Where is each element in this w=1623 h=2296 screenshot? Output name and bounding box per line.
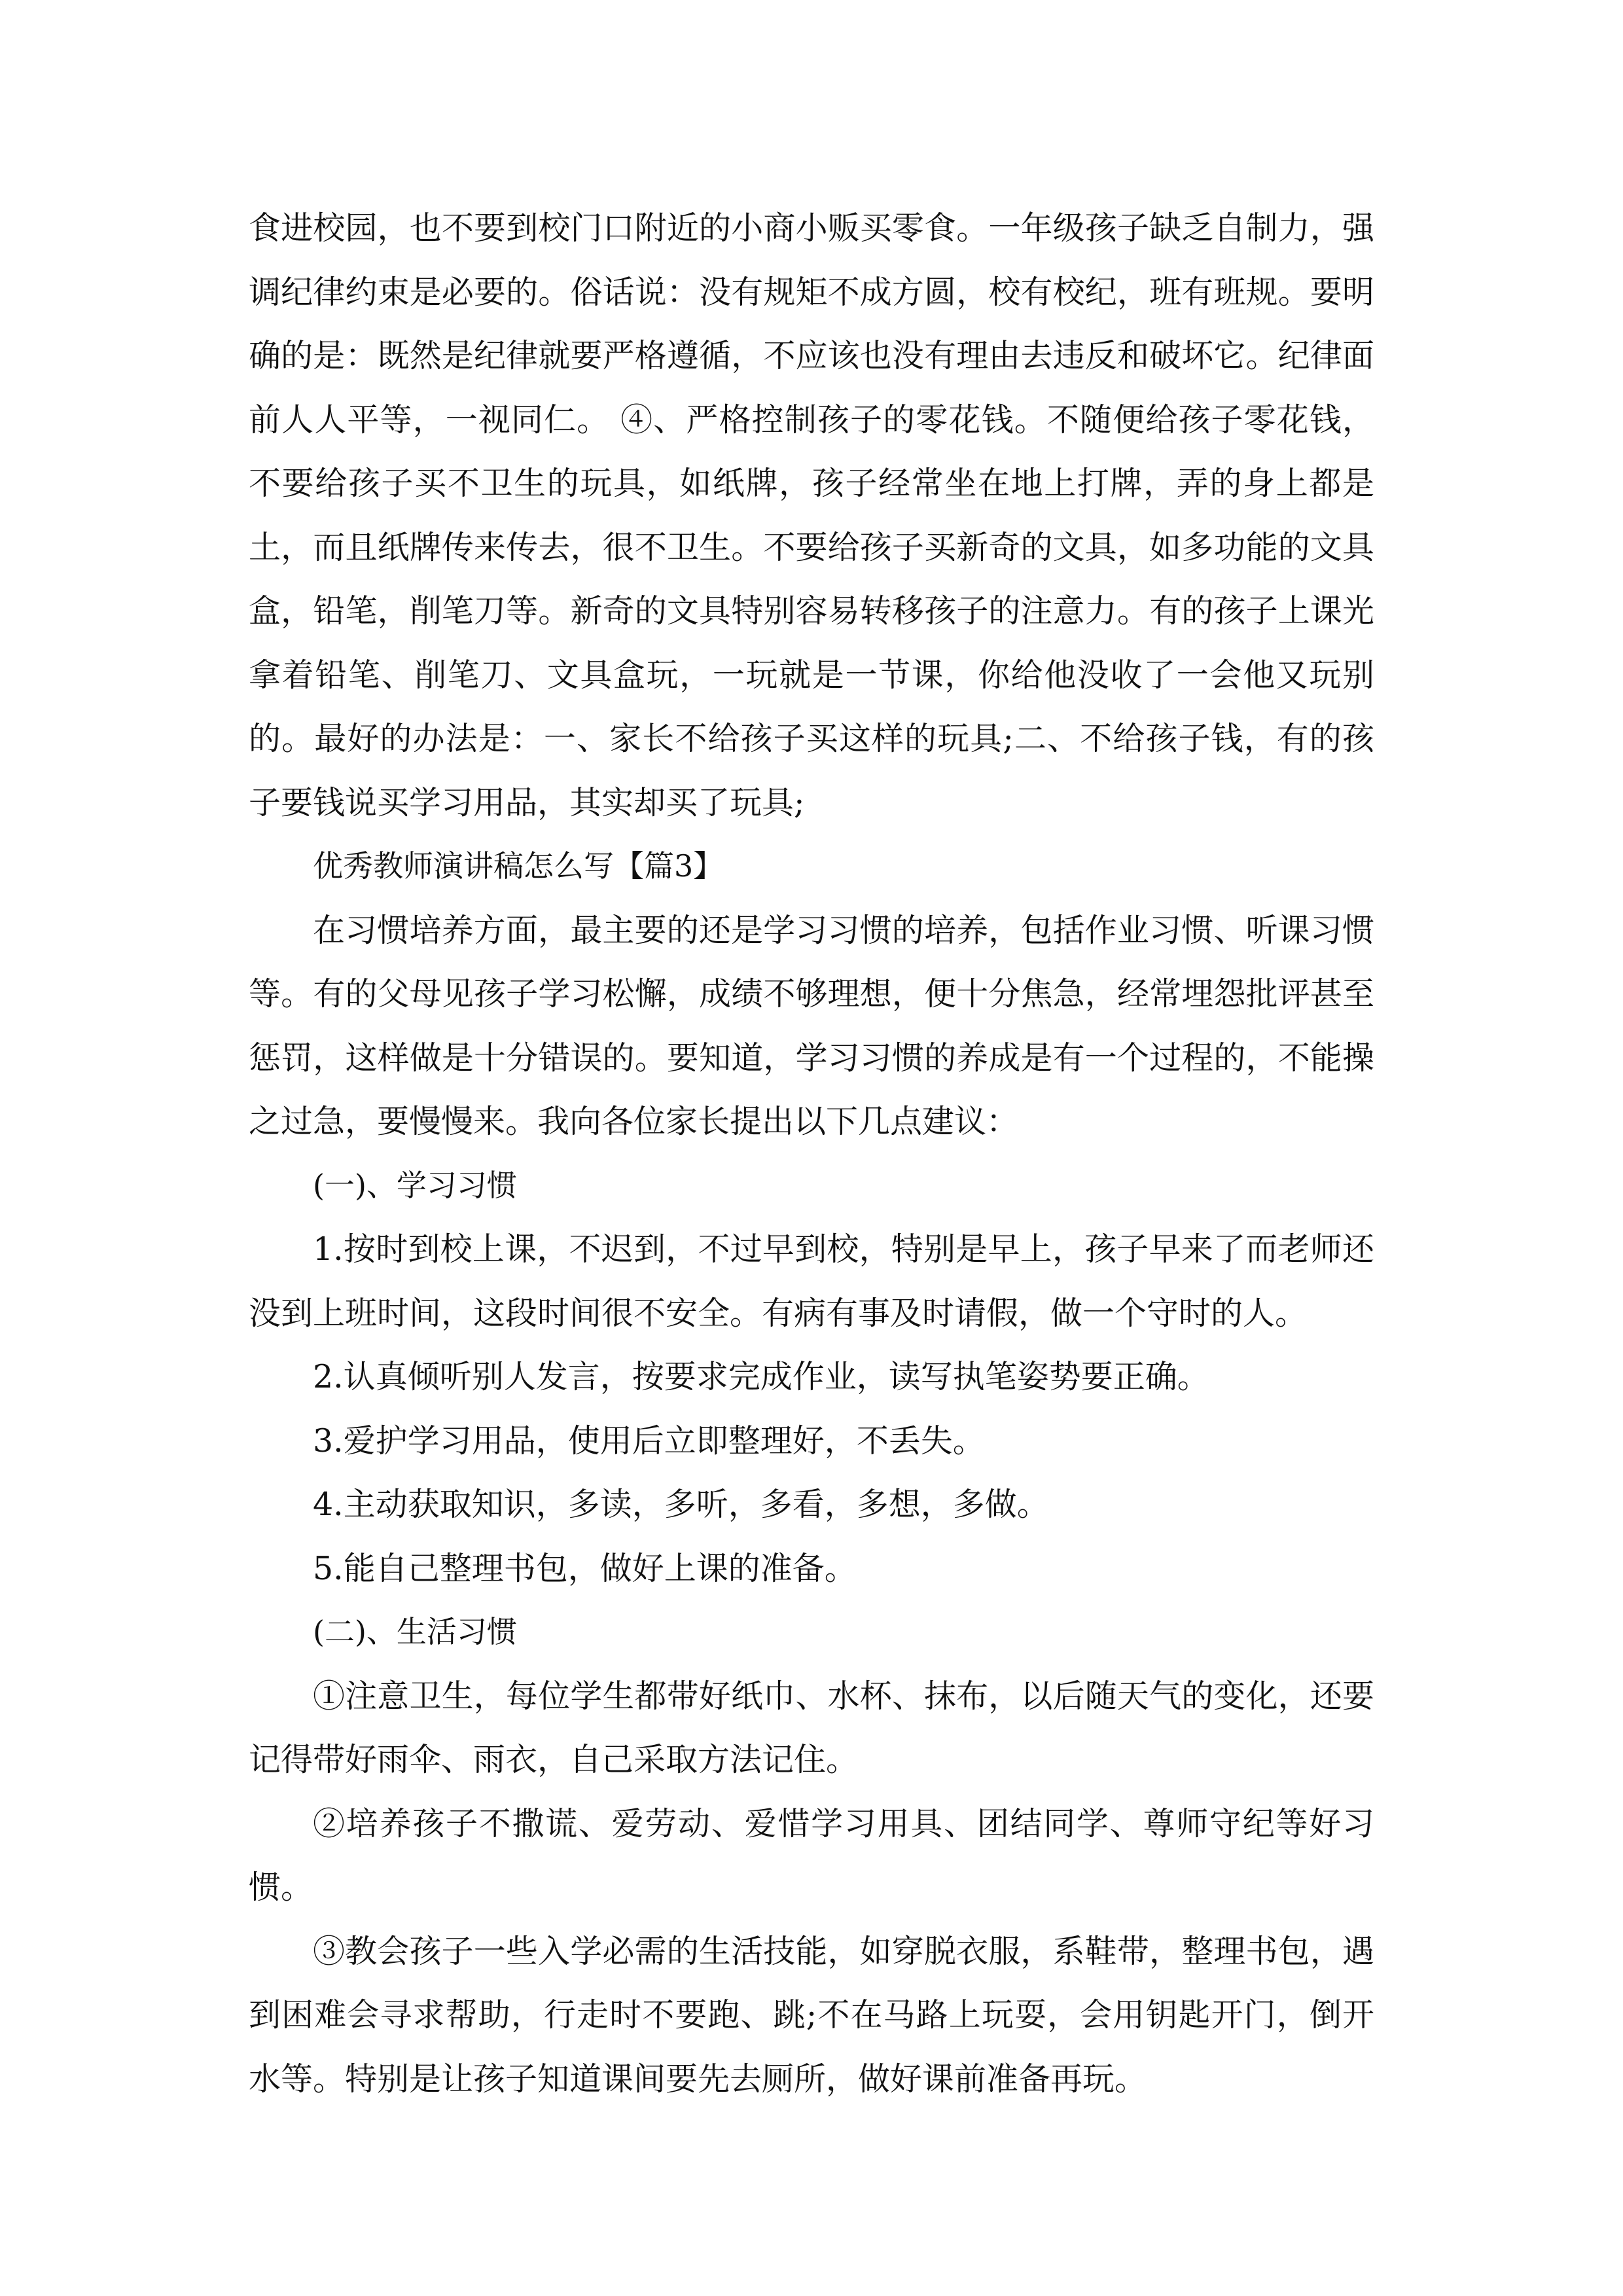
life-item-2: ②培养孩子不撒谎、爱劳动、爱惜学习用具、团结同学、尊师守纪等好习惯。 xyxy=(249,1804,1374,1906)
paragraph-continuation: 食进校园，也不要到校门口附近的小商小贩买零食。一年级孩子缺乏自制力，强调纪律约束是必要的。俗话说：没有规矩不成方圆，校有校纪，班有班规。要明确的是：既然是纪律就要严格遵循，不应该也没有理由去违反和破坏它。纪律面前人人平等，一视同仁。 ④、严格控制孩子的零花钱。不随便给孩子零花钱，不要给孩子买不卫生的玩具，如纸牌，孩子经常坐在地上打牌，弄的身上都是土，而且纸牌传来传去，很不卫生。不要给孩子买新奇的文具，如多功能的文具盒，铅笔，削笔刀等。新奇的文具特别容易转移孩子的注意力。有的孩子上课光拿着铅笔、削笔刀、文具盒玩，一玩就是一节课，你给他没收了一会他又玩别的。最好的办法是：一、家长不给孩子买这样的玩具;二、不给孩子钱，有的孩子要钱说买学习用品，其实却买了玩具; xyxy=(249,209,1374,821)
paragraph-habits-intro: 在习惯培养方面，最主要的还是学习习惯的培养，包括作业习惯、听课习惯等。有的父母见孩子学习松懈，成绩不够理想，便十分焦急，经常埋怨批评甚至惩罚，这样做是十分错误的。要知道，学习习惯的养成是有一个过程的，不能操之过急，要慢慢来。我向各位家长提出以下几点建议： xyxy=(249,911,1374,1140)
list-item-4: 4.主动获取知识，多读，多听，多看，多想，多做。 xyxy=(313,1486,1049,1523)
document-page xyxy=(249,196,1374,2111)
list-item-5: 5.能自己整理书包，做好上课的准备。 xyxy=(313,1549,857,1587)
life-item-1: ①注意卫生，每位学生都带好纸巾、水杯、抹布，以后随天气的变化，还要记得带好雨伞、雨衣，自己采取方法记住。 xyxy=(249,1677,1374,1778)
list-item-2: 2.认真倾听别人发言，按要求完成作业，读写执笔姿势要正确。 xyxy=(313,1358,1209,1395)
life-item-3: ③教会孩子一些入学必需的生活技能，如穿脱衣服，系鞋带，整理书包，遇到困难会寻求帮助，行走时不要跑、跳;不在马路上玩耍，会用钥匙开门，倒开水等。特别是让孩子知道课间要先去厕所，做好课前准备再玩。 xyxy=(249,1932,1374,2098)
list-item-1: 1.按时到校上课，不迟到，不过早到校，特别是早上，孩子早来了而老师还没到上班时间，这段时间很不安全。有病有事及时请假，做一个守时的人。 xyxy=(249,1230,1374,1332)
subheading-life-habits: (二)、生活习惯 xyxy=(313,1614,517,1649)
list-item-3: 3.爱护学习用品，使用后立即整理好，不丢失。 xyxy=(313,1422,985,1460)
subheading-study-habits: (一)、学习习惯 xyxy=(313,1167,517,1203)
section-heading-part3: 优秀教师演讲稿怎么写【篇3】 xyxy=(313,848,724,884)
